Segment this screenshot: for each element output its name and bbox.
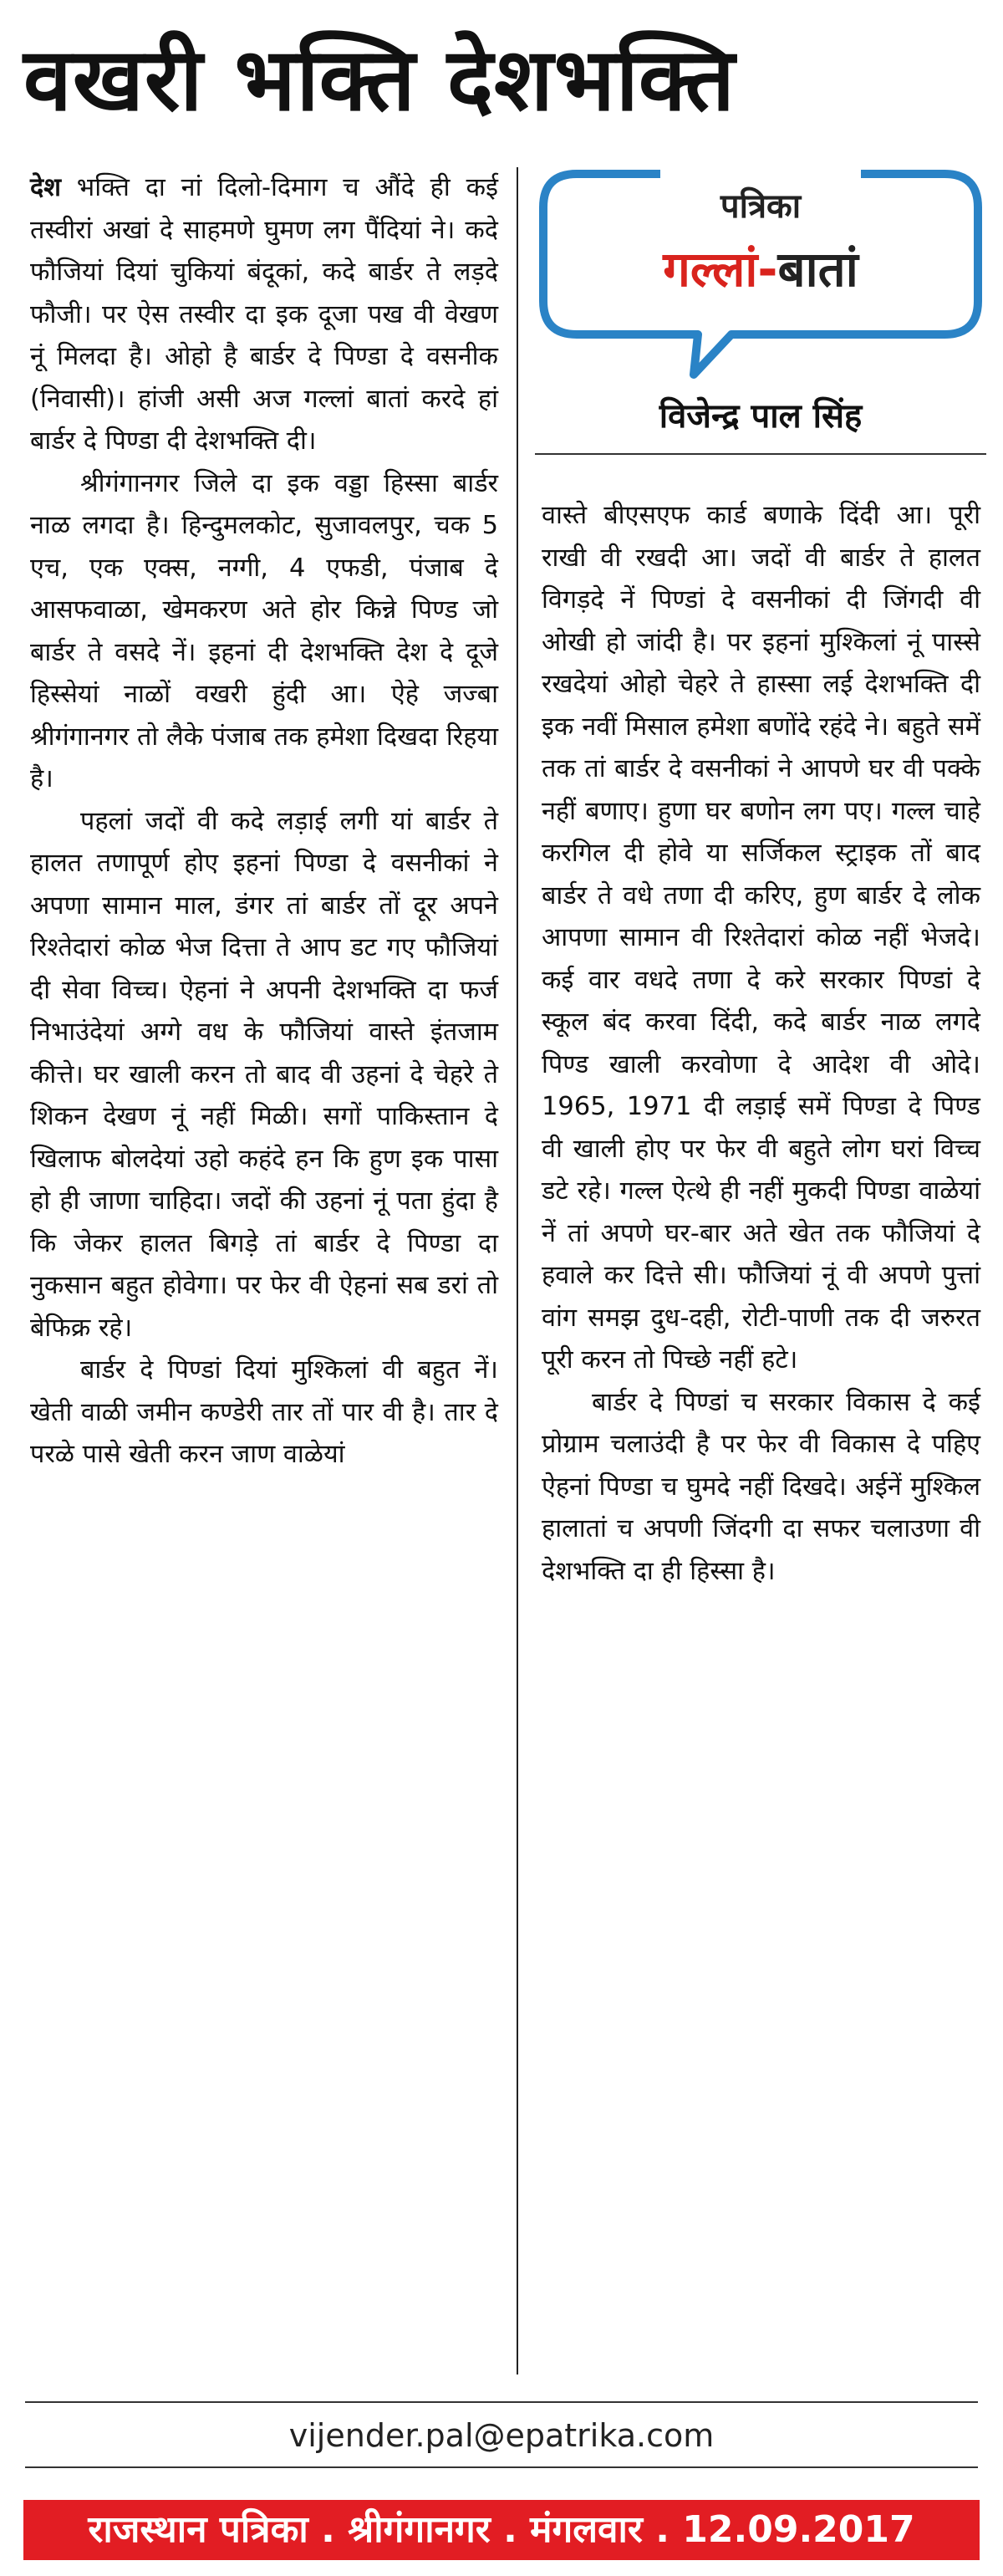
article-paragraph bbox=[30, 167, 498, 463]
byline-rule bbox=[535, 453, 986, 455]
column-divider bbox=[517, 167, 518, 2375]
article-right-column bbox=[542, 495, 980, 1593]
headline: वखरी भक्ति देशभक्ति bbox=[23, 28, 736, 130]
article-paragraph: श्रीगंगानगर जिले दा इक वड्डा हिस्सा बार्डर नाळ लगदा है। हिन्दुमलकोट, सुजावलपुर, चक 5 एच, एक एक्स, नग्गी, 4 एफडी, पंजाब दे आसफवाळा, खेमकरण अते होर किन्ने पिण्ड जो बार्डर ते वसदे नें। इहनां दी देशभक्ति देश दे दूजे हिस्सेयां नाळों वखरी हुंदी आ। ऐहे जज्बा श्रीगंगानगर तो लैके पंजाब तक हमेशा दिखदा रिहया है। bbox=[30, 468, 499, 793]
email-rule-bottom bbox=[25, 2466, 978, 2468]
article-paragraph: बार्डर दे पिण्डां दियां मुश्किलां वी बहुत नें। खेती वाळी जमीन कण्डेरी तार तों पार वी है। तार दे परळे पासे खेती करन जाण वाळेयां bbox=[30, 1355, 498, 1469]
email-rule-top bbox=[25, 2401, 978, 2403]
column-logo-box bbox=[535, 167, 986, 493]
article-paragraph: बार्डर दे पिण्डां च सरकार विकास दे कई प्रोग्राम चलाउंदी है पर फेर वी विकास दे पहिए ऐहनां पिण्डा च घुमदे नहीं दिखदे। अईनें मुश्किल हालातां च अपणी जिंदगी दा सफर चलाउणा वी देशभक्ति दा ही हिस्सा है। bbox=[542, 1387, 980, 1586]
paragraph-text: भक्ति दा नां दिलो-दिमाग च औंदे ही कई तस्वीरां अखां दे साहमणे घुमण लग पैंदियां ने। कदे फौजियां दियां चुकियां बंदूकां, कदे बार्डर ते लड़दे फौजी। पर ऐस तस्वीर दा इक दूजा पख वी वेखण नूं मिलदा है। ओहो है बार्डर दे पिण्डा दे वसनीक (निवासी)। हांजी असी अज गल्लां बातां करदे हां बार्डर दे पिण्डा दी देशभक्ति दी। bbox=[30, 173, 498, 456]
bubble-gap bbox=[660, 167, 861, 182]
author-email: vijender.pal@epatrika.com bbox=[288, 2417, 715, 2454]
article-paragraph: वास्ते बीएसएफ कार्ड बणाके दिंदी आ। पूरी राखी वी रखदी आ। जदों वी बार्डर ते हालत विगड़दे नें पिण्डां दे वसनीकां दी जिंगदी वी ओखी हो जांदी है। पर इहनां मुश्किलां नूं पास्से रखदेयां ओहो चेहरे ते हास्सा लई देशभक्ति दी इक नवीं मिसाल हमेशा बणोंदे रहंदे ने। बहुते समें तक तां बार्डर दे वसनीकां ने आपणे घर वी पक्के नहीं बणाए। हुणा घर बणोन लग पए। गल्ल चाहे करगिल दी होवे या सर्जिकल स्ट्राइक तों बाद बार्डर ते वधे तणा दी करिए, हुण बार्डर दे लोक आपणा सामान वी रिश्तेदारां कोळ नहीं भेजदे। कई वार वधदे तणा दे करे सरकार पिण्डां दे स्कूल बंद करवा दिंदी, कदे बार्डर नाळ लगदे पिण्ड खाली करवोणा दे आदेश वी ओदे। 1965, 1971 दी लड़ाई समें पिण्डा दे पिण्ड वी खाली होए पर फेर वी बहुते लोग घरां विच्च डटे रहे। गल्ल ऐत्थे ही नहीं मुकदी पिण्डा वाळेयां नें तां अपणे घर-बार अते खेत तक फौजियां दे हवाले कर दित्ते सी। फौजियां नूं वी अपणे पुत्तां वांग समझ दुध-दही, रोटी-पाणी तक दी जरुरत पूरी करन तो पिच्छे नहीं हटे। bbox=[542, 501, 980, 1375]
column-title bbox=[535, 236, 986, 303]
column-title-dark: बातां bbox=[777, 241, 858, 298]
byline: विजेन्द्र पाल सिंह bbox=[659, 397, 863, 436]
column-top-label: पत्रिका bbox=[720, 187, 802, 226]
lead-word: देश bbox=[30, 173, 61, 202]
column-title-red: गल्लां- bbox=[663, 241, 778, 298]
footer-banner: राजस्थान पत्रिका . श्रीगंगानगर . मंगलवार . 12.09.2017 bbox=[23, 2500, 980, 2560]
article-paragraph: पहलां जदों वी कदे लड़ाई लगी यां बार्डर ते हालत तणापूर्ण होए इहनां पिण्डा दे वसनीकां ने अपणा सामान माल, डंगर तां बार्डर तों दूर अपने रिश्तेदारां कोळ भेज दित्ता ते आप डट गए फौजियां दी सेवा विच्च। ऐहनां ने अपनी देशभक्ति दा फर्ज निभाउंदेयां अग्गे वध के फौजियां वास्ते इंतजाम कीत्ते। घर खाली करन तो बाद वी उहनां दे चेहरे ते शिकन देखण नूं नहीं मिळी। सगों पाकिस्तान दे खिलाफ बोलदेयां उहो कहंदे हन कि हुण इक पासा हो ही जाणा चाहिदा। जदों की उहनां नूं पता हुंदा है कि जेकर हालत बिगड़े तां बार्डर दे पिण्डा दा नुकसान बहुत होवेगा। पर फेर वी ऐहनां सब डरां तो बेफिक्र रहे। bbox=[30, 806, 498, 1343]
article-left-column bbox=[30, 167, 498, 1477]
